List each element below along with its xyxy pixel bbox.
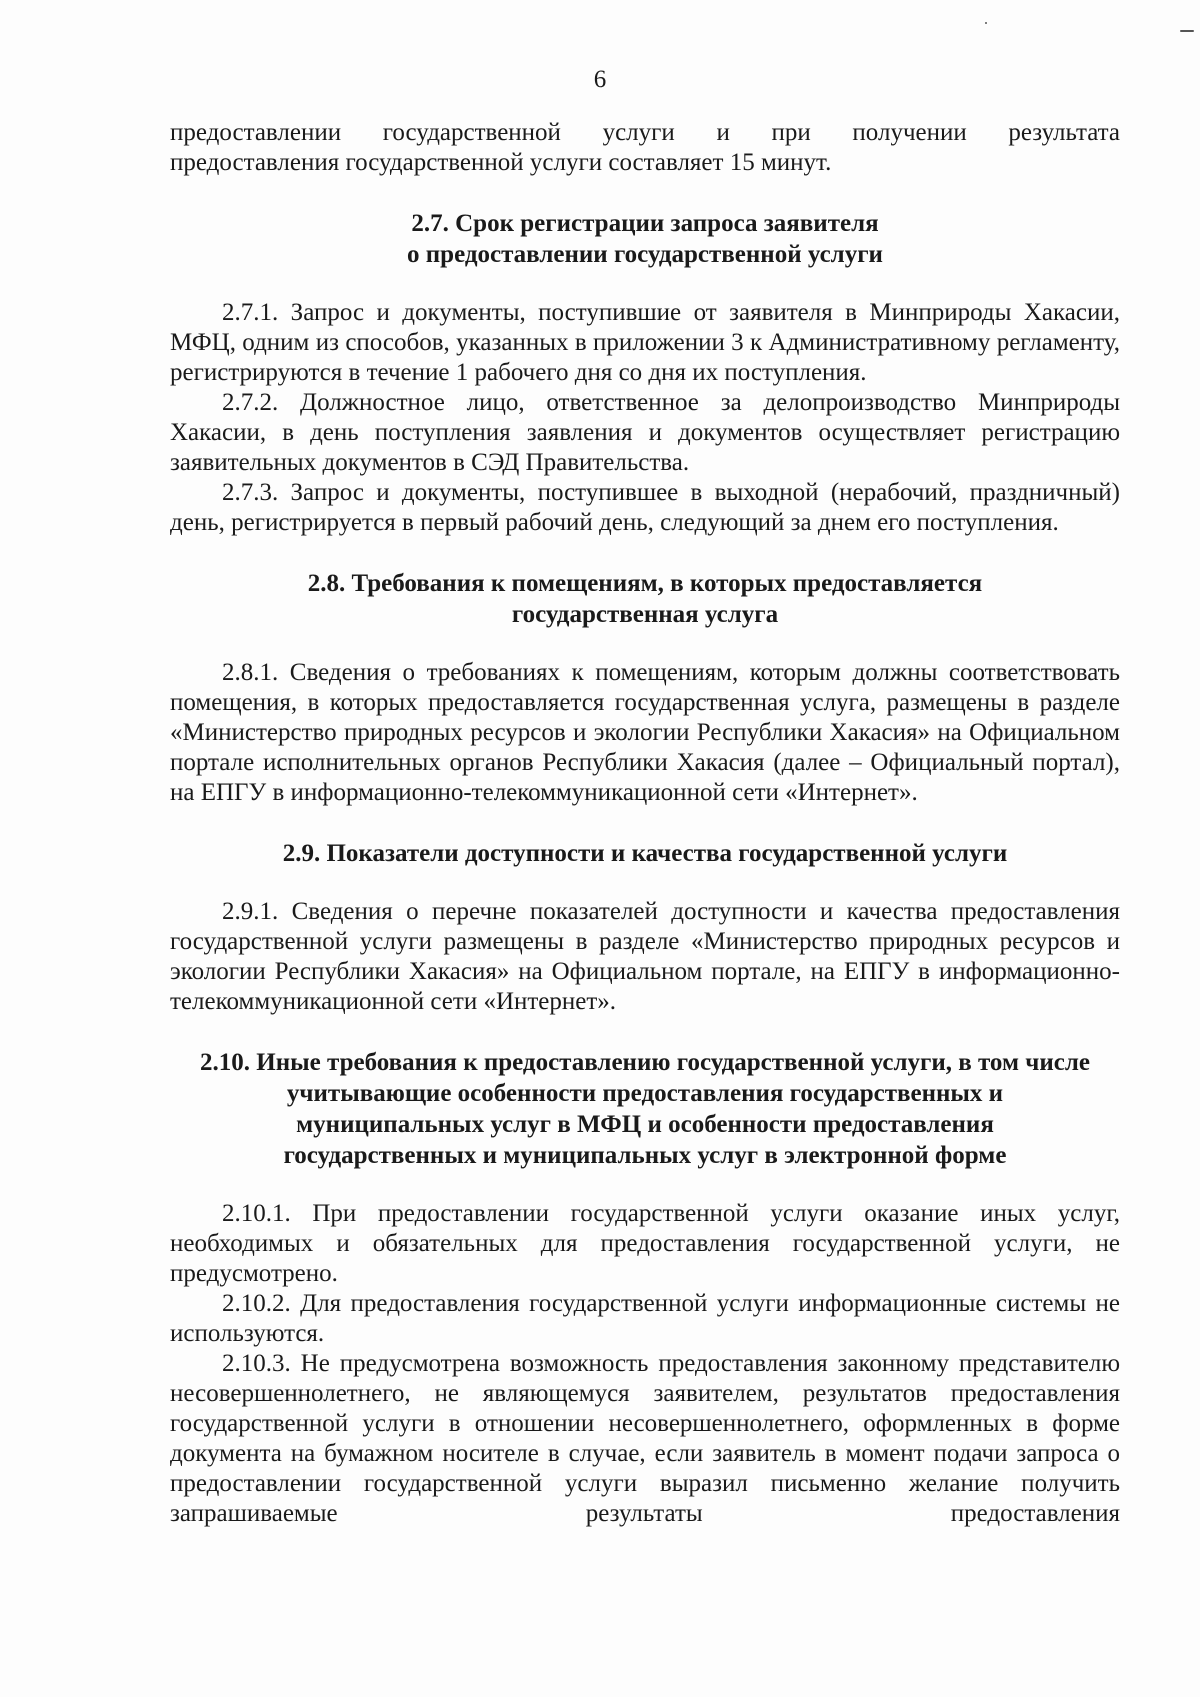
heading-line: муниципальных услуг в МФЦ и особенности предоставления	[296, 1111, 994, 1138]
page-number: 6	[593, 66, 607, 93]
document-body	[170, 118, 1120, 1529]
section-heading-2-10	[170, 1047, 1120, 1171]
heading-line: государственных и муниципальных услуг в электронной форме	[283, 1142, 1007, 1169]
heading-line: 2.8. Требования к помещениям, в которых предоставляется	[307, 570, 983, 597]
heading-line: 2.9. Показатели доступности и качества государственной услуги	[282, 840, 1008, 867]
paragraph-2-8-1: 2.8.1. Сведения о требованиях к помещениям, которым должны соответствовать помещения, в которых предоставляется государственная услуга, размещены в разделе «Министерство природных ресурсов и экологии Республики Хакасия» на Официальном портале исполнительных органов Республики Хакасия (далее – Официальный портал), на ЕПГУ в информационно-телекоммуникационной сети «Интернет».	[170, 659, 1120, 806]
heading-line: учитывающие особенности предоставления государственных и	[286, 1080, 1004, 1107]
paragraph-2-10-3: 2.10.3. Не предусмотрена возможность предоставления законному представителю несовершеннолетнего, не являющемуся заявителем, результатов предоставления государственной услуги в отношении несовершеннолетнего, оформленных в форме документа на бумажном носителе в случае, если заявитель в момент подачи запроса о предоставлении государственной услуги выразил письменно желание получить запрашиваемые результаты предоставления	[170, 1350, 1120, 1527]
paragraph-2-10-1: 2.10.1. При предоставлении государственной услуги оказание иных услуг, необходимых и обязательных для предоставления государственной услуги, не предусмотрено.	[170, 1200, 1120, 1287]
section-heading-2-7	[170, 208, 1120, 270]
heading-line: государственная услуга	[511, 601, 779, 628]
paragraph-2-7-2: 2.7.2. Должностное лицо, ответственное за делопроизводство Минприроды Хакасии, в день поступления заявления и документов осуществляет регистрацию заявительных документов в СЭД Правительства.	[170, 389, 1120, 476]
paragraph-2-7-1: 2.7.1. Запрос и документы, поступившие от заявителя в Минприроды Хакасии, МФЦ, одним из способов, указанных в приложении 3 к Административному регламенту, регистрируются в течение 1 рабочего дня со дня их поступления.	[170, 299, 1120, 386]
paragraph-2-9-1: 2.9.1. Сведения о перечне показателей доступности и качества предоставления государственной услуги размещены в разделе «Министерство природных ресурсов и экологии Республики Хакасия» на Официальном портале, на ЕПГУ в информационно-телекоммуникационной сети «Интернет».	[170, 898, 1120, 1015]
paragraph-2-7-3: 2.7.3. Запрос и документы, поступившее в выходной (нерабочий, праздничный) день, регистрируется в первый рабочий день, следующий за днем его поступления.	[170, 479, 1120, 536]
intro-line-1: предоставлении государственной услуги и при получении результата	[170, 119, 1120, 146]
intro-line-2: предоставления государственной услуги составляет 15 минут.	[170, 149, 832, 176]
heading-line: 2.7. Срок регистрации запроса заявителя	[411, 210, 879, 237]
heading-line: о предоставлении государственной услуги	[407, 241, 883, 268]
heading-line: 2.10. Иные требования к предоставлению государственной услуги, в том числе	[200, 1049, 1090, 1076]
section-heading-2-9	[170, 838, 1120, 869]
paragraph-2-10-2: 2.10.2. Для предоставления государственной услуги информационные системы не используются.	[170, 1290, 1120, 1347]
section-heading-2-8	[170, 568, 1120, 630]
